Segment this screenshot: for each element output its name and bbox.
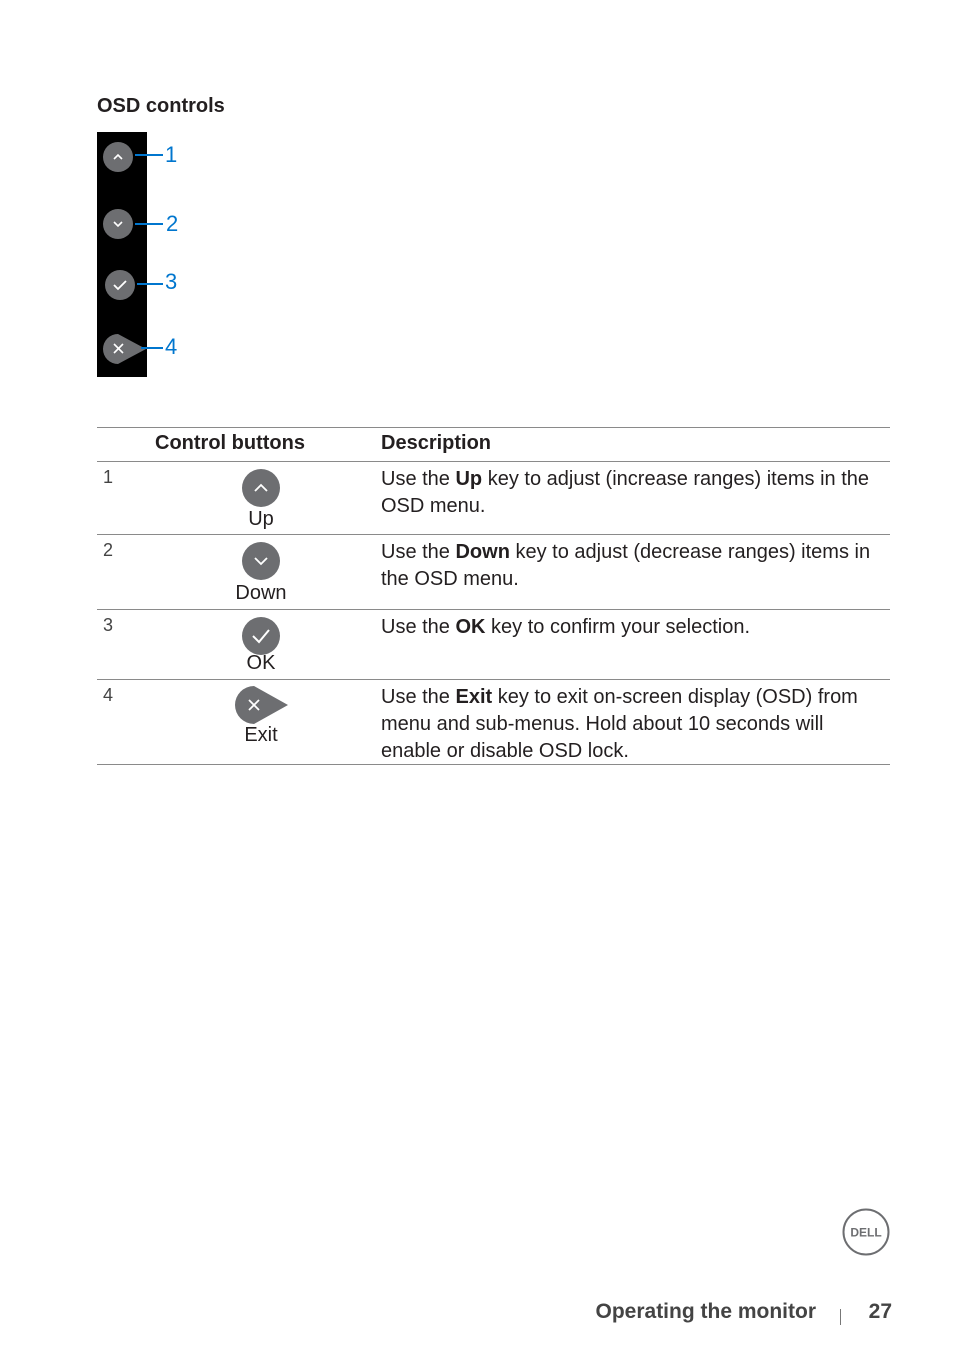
button-label: Down <box>235 582 287 604</box>
callout-number-4: 4 <box>165 334 178 359</box>
row-description <box>381 539 886 593</box>
callout-number-3: 3 <box>165 269 178 294</box>
down-button-graphic <box>241 541 281 581</box>
desc-text: key to exit on-screen display (OSD) from menu and sub-menus. Hold about 10 seconds will enable or disable OSD lock. <box>381 686 858 762</box>
panel-down-button <box>103 209 133 239</box>
desc-text: Use the <box>381 541 456 563</box>
row-number: 3 <box>103 615 114 635</box>
button-label: Up <box>248 508 274 530</box>
exit-button-graphic <box>235 685 289 725</box>
check-icon <box>241 616 281 656</box>
panel-exit-button <box>102 333 132 363</box>
desc-text: Use the <box>381 468 456 490</box>
table-row <box>97 610 890 680</box>
desc-text: key to confirm your selection. <box>485 616 751 638</box>
chevron-down-icon <box>103 209 133 239</box>
osd-button-panel <box>97 132 147 377</box>
callout-line-1 <box>135 154 163 156</box>
osd-controls-table <box>97 427 890 765</box>
callout-number-1: 1 <box>165 142 178 167</box>
callout-number-2: 2 <box>166 211 179 236</box>
row-number: 1 <box>103 467 114 487</box>
panel-up-button <box>103 142 133 172</box>
close-icon <box>102 333 148 365</box>
footer-chapter-title: Operating the monitor <box>595 1300 816 1323</box>
chevron-up-icon <box>241 468 281 508</box>
table-row <box>97 462 890 535</box>
desc-key-name: OK <box>455 616 486 638</box>
desc-key-name: Up <box>455 468 483 490</box>
table-row <box>97 680 890 765</box>
svg-text:DELL: DELL <box>850 1225 882 1240</box>
callout-line-3 <box>137 283 163 285</box>
button-label: OK <box>246 652 276 674</box>
row-description <box>381 684 886 765</box>
dell-logo-icon <box>842 1208 890 1256</box>
callout-line-2 <box>135 223 163 225</box>
panel-ok-button <box>105 270 135 300</box>
table-header <box>97 427 890 462</box>
desc-text: key to adjust (decrease ranges) items in the OSD menu. <box>381 541 871 590</box>
chevron-down-icon <box>241 541 281 581</box>
desc-text: Use the <box>381 616 456 638</box>
close-icon <box>235 685 289 725</box>
section-title: OSD controls <box>97 95 225 117</box>
ok-button-graphic <box>241 616 281 656</box>
callout-line-4 <box>141 347 163 349</box>
row-number: 2 <box>103 540 114 560</box>
row-description <box>381 466 886 520</box>
table-row <box>97 535 890 610</box>
button-label: Exit <box>244 724 278 746</box>
header-control-buttons: Control buttons <box>155 432 305 454</box>
row-number: 4 <box>103 685 114 705</box>
desc-key-name: Exit <box>455 686 493 708</box>
row-description <box>381 614 886 641</box>
header-description: Description <box>381 432 492 454</box>
check-icon <box>105 270 135 300</box>
desc-key-name: Down <box>455 541 510 563</box>
desc-text: key to adjust (increase ranges) items in the OSD menu. <box>381 468 870 517</box>
chevron-up-icon <box>103 142 133 172</box>
dell-logo <box>842 1208 890 1256</box>
footer-divider <box>840 1309 841 1325</box>
desc-text: Use the <box>381 686 456 708</box>
up-button-graphic <box>241 468 281 508</box>
page-number: 27 <box>868 1300 892 1323</box>
